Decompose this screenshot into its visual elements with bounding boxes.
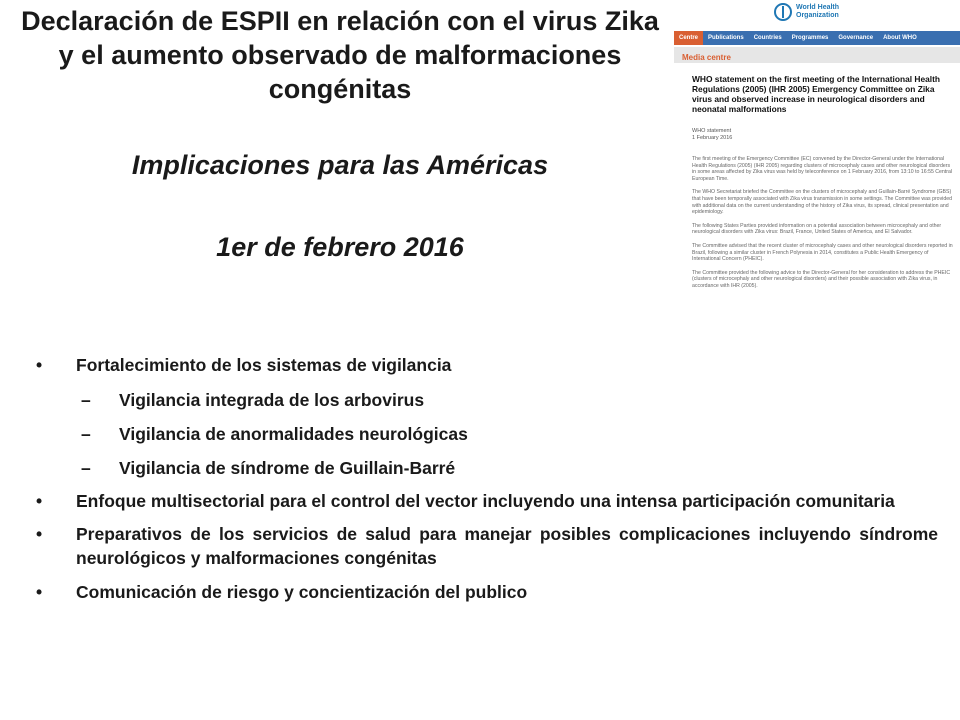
who-org-name [796,4,839,20]
bullet-item: • Fortalecimiento de los sistemas de vigilancia [36,352,938,378]
who-meta-date: 1 February 2016 [692,135,733,141]
who-nav-countries: Countries [753,35,782,41]
bullet-item: • Preparativos de los servicios de salud para manejar posibles complicaciones incluyendo síndrome neurológicos y malformaciones congénitas [36,522,938,570]
who-nav-centre: Centre [674,31,703,45]
slide-title: Declaración de ESPII en relación con el virus Zika y el aumento observado de malformaciones congénitas [21,6,659,104]
who-nav-about: About WHO [883,35,917,41]
who-nav-publications: Publications [708,35,744,41]
bullet-item: • Enfoque multisectorial para el control del vector incluyendo una intensa participación comunitaria [36,489,938,513]
who-paragraph: The WHO Secretariat briefed the Committee on the clusters of microcephaly and Guillain-Barré Syndrome (GBS) that have been temporally associated with Zika virus transmission in some settings. The Committee was provided with additional data on the current understanding of the history of Zika virus, its spread, clinical presentation and epidemiology. [692,189,952,216]
who-paragraph: The following States Parties provided information on a potential association between microcephaly and other neurological disorders with Zika virus: Brazil, France, United States of America, and El Salvador. [692,222,942,236]
who-org-line1: World Health [796,4,840,11]
who-statement-title: WHO statement on the first meeting of the International Health Regulations (2005) (IHR 2005) Emergency Committee on Zika virus and observed increase in neurological disorders and neonatal malformations [692,74,941,114]
who-paragraph: The Committee advised that the recent cluster of microcephaly cases and other neurological disorders reported in Brazil, following a similar cluster in French Polynesia in 2014, constitutes a Public Health Emergency of International Concern (PHEIC). [692,242,953,263]
slide-date: 1er de febrero 2016 [216,232,464,262]
bullet-item: • Comunicación de riesgo y concientización del publico [36,579,938,605]
who-emblem-icon [774,3,792,21]
who-nav-governance: Governance [838,35,874,41]
who-paragraph: The first meeting of the Emergency Committee (EC) convened by the Director-General under the International Health Regulations (2005) (IHR 2005) regarding clusters of microcephaly cases and other neurological disorders in some areas affected by Zika virus was held by teleconference on 1 February 2016, from 13:10 to 16:55 Central European Time. [692,156,953,182]
who-logo [774,3,839,21]
slide-subtitle: Implicaciones para las Américas [131,150,549,180]
who-paragraph: The Committee provided the following advice to the Director-General for her consideration to address the PHEIC (clusters of microcephaly and other neurological disorders) and their possible association with Zika virus, in accordance with IHR (2005). [692,269,951,289]
who-nav-programmes: Programmes [791,35,829,41]
bullet-list [36,352,938,614]
who-org-line2: Organization [796,12,839,19]
who-statement-meta [692,128,732,142]
sub-bullet-item: – Vigilancia de anormalidades neurológicas [81,421,938,447]
who-statement-screenshot [674,0,960,352]
sub-bullet-item: – Vigilancia integrada de los arbovirus [81,387,938,413]
sub-bullet-item: – Vigilancia de síndrome de Guillain-Barré [81,455,938,481]
who-section-label: Media centre [682,53,731,62]
who-statement-body [692,156,954,297]
who-section-header [674,47,960,63]
who-meta-type: WHO statement [692,128,732,134]
slide-title-block [10,4,670,264]
who-nav-bar [674,31,960,45]
